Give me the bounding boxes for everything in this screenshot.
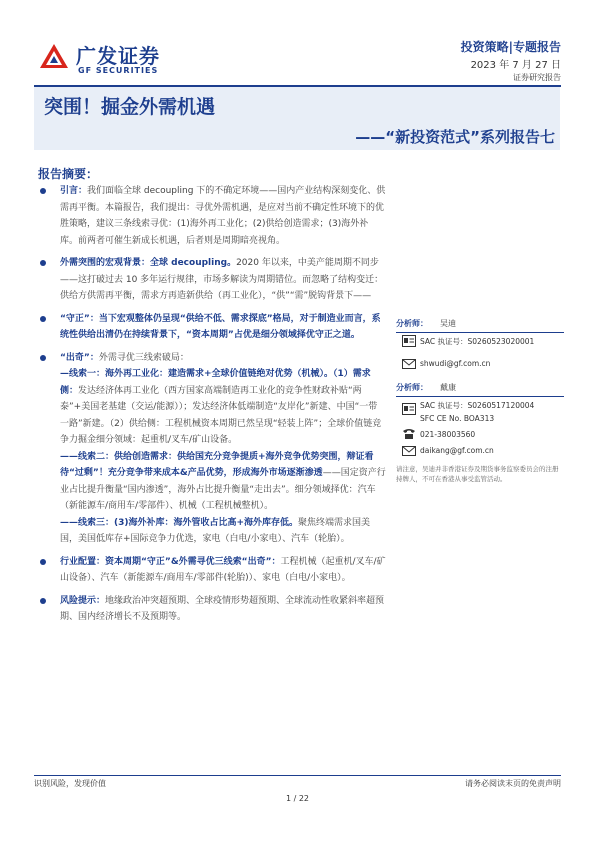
bullet-icon — [40, 355, 46, 361]
bullet-icon — [40, 559, 46, 565]
analyst-role-label: 分析师： — [396, 383, 428, 392]
report-dept: 证券研究报告 — [513, 73, 561, 82]
page-number: 1 / 22 — [285, 794, 310, 803]
logo-text-en: GF SECURITIES — [78, 66, 159, 75]
bullet-icon — [40, 188, 46, 194]
report-subtitle: ——“新投资范式”系列报告七 — [355, 128, 555, 146]
disclaimer-note: 请注意，吴迪并非香港证券及期货事务监察委员会的注册持牌人，不可在香港从事受监管活动。 — [396, 465, 559, 483]
analyst-email[interactable]: daikang@gf.com.cn — [420, 446, 494, 455]
mail-icon — [402, 358, 416, 370]
para-clue-3: ——线索三：(3)海外补库：海外管收占比高+海外库存低。聚焦终端需求国美国，美国低库存+国际竞争力优选，家电（白电/小家电）、汽车（轮胎）。 — [60, 517, 371, 544]
analyst-cert: SAC 执证号：S0260523020001 — [420, 337, 535, 346]
analyst-email[interactable]: shwudi@gf.com.cn — [420, 359, 491, 368]
footer-slogan: 识别风险，发现价值 — [34, 779, 106, 788]
analyst-name: 戴康 — [440, 383, 456, 392]
para-clue-2: ——线索二：供给创造需求：供给国充分竞争提质+海外竞争优势突围，辩证看待“过剩”！充分竞争带来成本&产品优势，形成海外市场逐渐渗透——国定资产行业占比提升衡量“国内渗透”，海外占比提升衡量“走出去”。细分领域择优：汽车（新能源车/商用车/零部件）、机械（工程机械整机）。 — [60, 451, 386, 511]
analyst-sfc: SFC CE No. BOA313 — [420, 414, 495, 423]
para-shouzheng: “守正”：当下宏观整体仍呈现“供给不低、需求探底”格局，对于制造业而言，系统性供给出清仍在持续背景下，“资本周期”占优是细分领域择优守正之道。 — [40, 311, 386, 344]
para-allocation: 行业配置：资本周期“守正”&外需寻优三线索“出奇”：工程机械（起重机/叉车/矿山设备）、汽车（新能源车/商用车/零部件(轮胎)）、家电（白电/小家电）。 — [40, 554, 386, 587]
bullet-icon — [40, 598, 46, 604]
para-chuqi: “出奇”：外需寻优三线索破局： — [40, 350, 386, 367]
mail-icon — [402, 445, 416, 457]
id-card-icon — [402, 335, 416, 347]
para-intro: 引言：我们面临全球 decoupling 下的不确定环境——国内产业结构深刻变化、供需再平衡。本篇报告，我们提出：寻优外需机遇，是应对当前不确定性环境下的优胜策略，建议三条线索寻优：(1)海外再工业化；(2)供给创造需求；(3)海外补库。前两者可催生新成长机遇，后者则是周期暗亮视角。 — [40, 183, 386, 249]
report-title: 突围！掘金外需机遇 — [44, 96, 216, 118]
report-date: 2023 年 7 月 27 日 — [470, 60, 561, 71]
bullet-icon — [40, 260, 46, 266]
id-card-icon — [402, 403, 416, 415]
analyst-panel — [396, 318, 564, 458]
report-category: 投资策略|专题报告 — [460, 40, 561, 54]
summary-body — [40, 183, 386, 632]
analyst-name: 吴迪 — [440, 319, 456, 328]
gf-logo-icon — [38, 42, 70, 70]
para-clue-1: —线索一：海外再工业化：建造需求+全球价值链绝对优势（机械）。（1）需求侧：发达经济体再工业化（西方国家高端制造再工业化的竞争性财政补贴“两泰”+美国老基建（交运/能源））；发达经济体低端制造“友岸化”新建、中国“一带一路”新建。（2）供给侧：工程机械资本周期已然呈现“轻装上阵”；全球价值链竞争力掘金细分领域：起重机/叉车/矿山设备。 — [60, 369, 382, 445]
analyst-rule — [396, 332, 564, 333]
phone-icon — [402, 428, 416, 440]
bullet-icon — [40, 316, 46, 322]
analyst-phone: 021-38003560 — [420, 430, 476, 439]
footer-rule — [34, 775, 561, 776]
para-risk: 风险提示：地缘政治冲突超预期、全球疫情形势超预期、全球流动性收紧斜率超预期、国内经济增长不及预期等。 — [40, 593, 386, 626]
analyst-cert: SAC 执证号：S0260517120004 — [420, 401, 535, 410]
analyst-rule — [396, 396, 564, 397]
footer-disclaimer-link: 请务必阅读末页的免责声明 — [465, 779, 561, 788]
analyst-role-label: 分析师： — [396, 319, 428, 328]
logo-text-cn: 广发证券 — [76, 44, 160, 68]
para-macro: 外需突围的宏观背景：全球 decoupling。2020 年以来，中美产能周期不同步——这打破过去 10 多年运行规律，市场多解读为周期错位。而忽略了结构变迁：供给方供需再平衡，需求方再造新供给（再工业化），“供”“需”脱钩背景下—— — [40, 255, 386, 305]
summary-heading: 报告摘要： — [38, 167, 99, 181]
